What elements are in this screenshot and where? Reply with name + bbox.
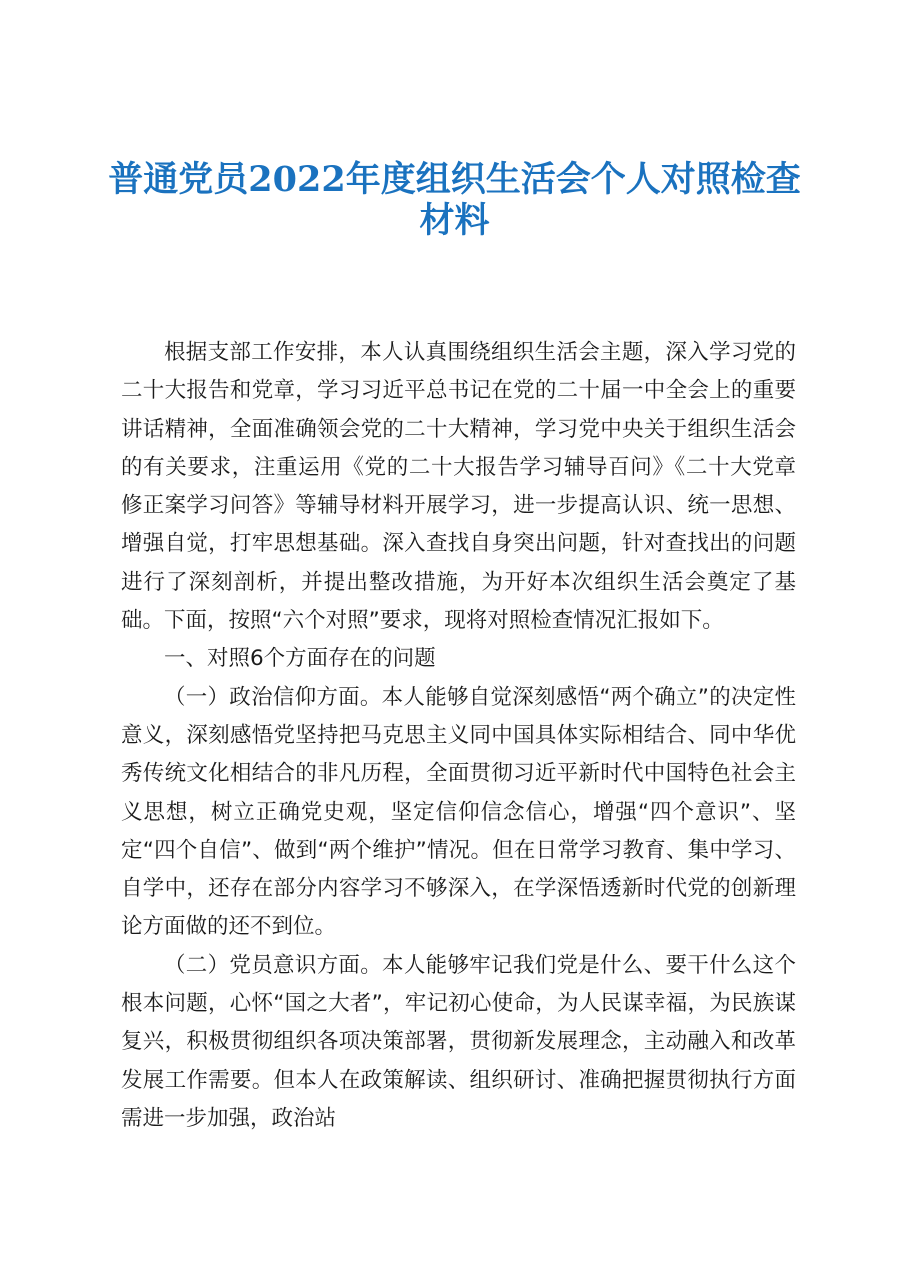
- document-title-line-2: 材料: [419, 200, 490, 241]
- intro-paragraph: 根据支部工作安排，本人认真围绕组织生活会主题，深入学习党的二十大报告和党章，学习习近平总书记在党的二十届一中全会上的重要讲话精神，全面准确领会党的二十大精神，学习党中央关于组织生活会的有关要求，注重运用《党的二十大报告学习辅导百问》《二十大党章修正案学习问答》等辅导材料开展学习，进一步提高认识、统一思想、增强自觉，打牢思想基础。深入查找自身突出问题，针对查找出的问题进行了深刻剖析，并提出整改措施，为开好本次组织生活会奠定了基础。下面，按照“六个对照”要求，现将对照检查情况汇报如下。: [121, 340, 796, 634]
- party-awareness-paragraph: （二）党员意识方面。本人能够牢记我们党是什么、要干什么这个根本问题，心怀“国之大者”，牢记初心使命，为人民谋幸福，为民族谋复兴，积极贯彻组织各项决策部署，贯彻新发展理念，主动融入和改革发展工作需要。但本人在政策解读、组织研讨、准确把握贯彻执行方面需进一步加强，政治站: [121, 952, 796, 1131]
- document-body: [121, 334, 796, 1138]
- section-heading: 一、对照6个方面存在的问题: [164, 646, 436, 672]
- political-belief-paragraph: （一）政治信仰方面。本人能够自觉深刻感悟“两个确立”的决定性意义，深刻感悟党坚持把马克思主义同中国具体实际相结合、同中华优秀传统文化相结合的非凡历程，全面贯彻习近平新时代中国特色社会主义思想，树立正确党史观，坚定信仰信念信心，增强“四个意识”、坚定“四个自信”、做到“两个维护”情况。但在日常学习教育、集中学习、自学中，还存在部分内容学习不够深入，在学深悟透新时代党的创新理论方面做的还不到位。: [121, 684, 796, 940]
- document-title-line-1: 普通党员2022年度组织生活会个人对照检查: [108, 159, 801, 200]
